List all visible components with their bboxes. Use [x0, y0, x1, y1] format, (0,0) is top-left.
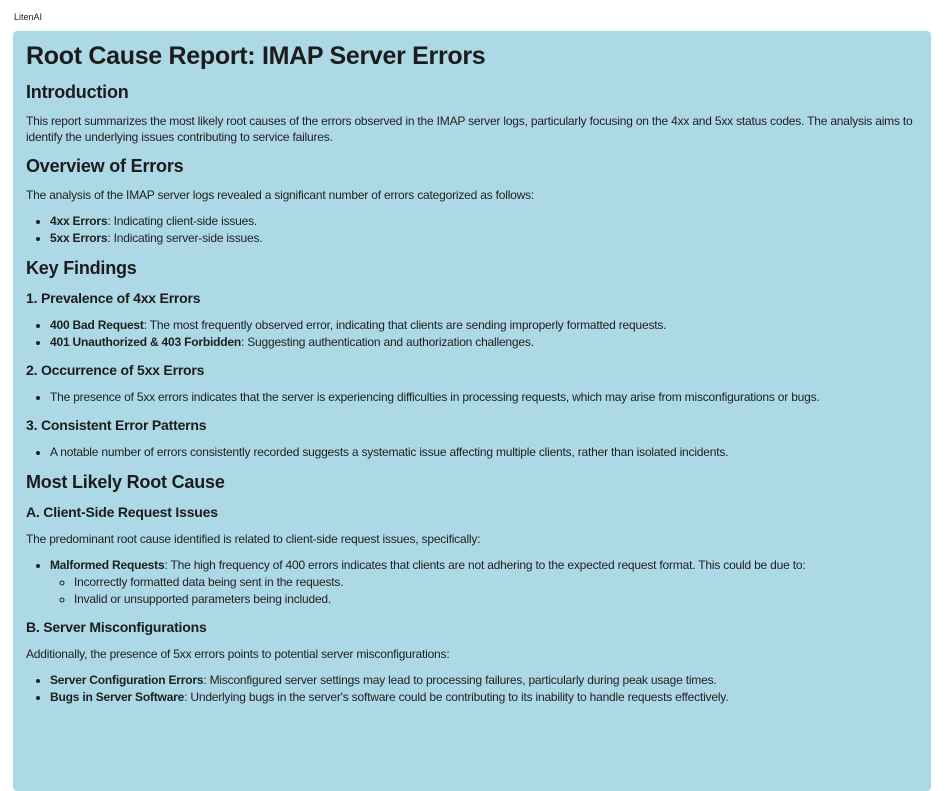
list-item-term: Malformed Requests — [50, 558, 165, 572]
rootcause-a-text: The predominant root cause identified is related to client-side request issues, specifically: — [26, 532, 481, 546]
list-item-term: 401 Unauthorized & 403 Forbidden — [50, 335, 241, 349]
rootcause-b-heading: B. Server Misconfigurations — [26, 619, 207, 635]
sub-list-item: ◦ Invalid or unsupported parameters being included. — [74, 591, 918, 608]
overview-text: The analysis of the IMAP server logs revealed a significant number of errors categorized as follows: — [26, 188, 535, 202]
findings-heading: Key Findings — [26, 258, 137, 278]
sub-list-item: ◦ Incorrectly formatted data being sent in the requests. — [74, 574, 918, 591]
overview-heading: Overview of Errors — [26, 156, 184, 176]
rootcause-a-sublist — [50, 574, 918, 608]
list-item-desc: : The high frequency of 400 errors indicates that clients are not adhering to the expected request format. This could be due to: — [164, 558, 806, 572]
list-item-desc: : The most frequently observed error, indicating that clients are sending improperly formatted requests. — [143, 318, 667, 332]
list-item — [50, 672, 918, 689]
finding-2-list — [26, 389, 918, 406]
finding-3-list — [26, 444, 918, 461]
list-item — [50, 213, 918, 230]
finding-1-heading: 1. Prevalence of 4xx Errors — [26, 290, 201, 306]
list-item — [50, 230, 918, 247]
list-item-term: 5xx Errors — [50, 231, 108, 245]
list-item — [50, 557, 918, 608]
list-item-desc: : Suggesting authentication and authorization challenges. — [240, 335, 534, 349]
list-item: • The presence of 5xx errors indicates that the server is experiencing difficulties in processing requests, which may arise from misconfigurations or bugs. — [50, 389, 918, 406]
list-item-term: Bugs in Server Software — [50, 690, 185, 704]
list-item-desc: : Misconfigured server settings may lead to processing failures, particularly during peak usage times. — [203, 673, 717, 687]
list-item — [50, 689, 918, 706]
rootcause-b-text: Additionally, the presence of 5xx errors points to potential server misconfigurations: — [26, 647, 450, 661]
finding-2-heading: 2. Occurrence of 5xx Errors — [26, 362, 205, 378]
rootcause-b-list — [26, 672, 918, 706]
list-item-term: 400 Bad Request — [50, 318, 144, 332]
rootcause-heading: Most Likely Root Cause — [26, 472, 225, 492]
intro-heading: Introduction — [26, 82, 129, 102]
finding-3-heading: 3. Consistent Error Patterns — [26, 417, 207, 433]
list-item-desc: : Indicating client-side issues. — [107, 214, 258, 228]
app-brand: LitenAI — [14, 12, 43, 22]
intro-text: This report summarizes the most likely root causes of the errors observed in the IMAP server logs, particularly focusing on the 4xx and 5xx status codes. The analysis aims to identify the underlying issues contributing to service failures. — [26, 114, 913, 144]
list-item: • A notable number of errors consistently recorded suggests a systematic issue affecting multiple clients, rather than isolated incidents. — [50, 444, 918, 461]
report-title: Root Cause Report: IMAP Server Errors — [26, 42, 486, 70]
finding-1-list — [26, 317, 918, 351]
overview-list — [26, 213, 918, 247]
rootcause-a-list — [26, 557, 918, 608]
list-item — [50, 334, 918, 351]
report-card — [13, 31, 931, 791]
list-item-desc: : Indicating server-side issues. — [107, 231, 263, 245]
rootcause-a-heading: A. Client-Side Request Issues — [26, 504, 218, 520]
list-item — [50, 317, 918, 334]
list-item-term: Server Configuration Errors — [50, 673, 204, 687]
list-item-term: 4xx Errors — [50, 214, 108, 228]
list-item-desc: : Underlying bugs in the server's software could be contributing to its inability to handle requests effectively. — [184, 690, 729, 704]
